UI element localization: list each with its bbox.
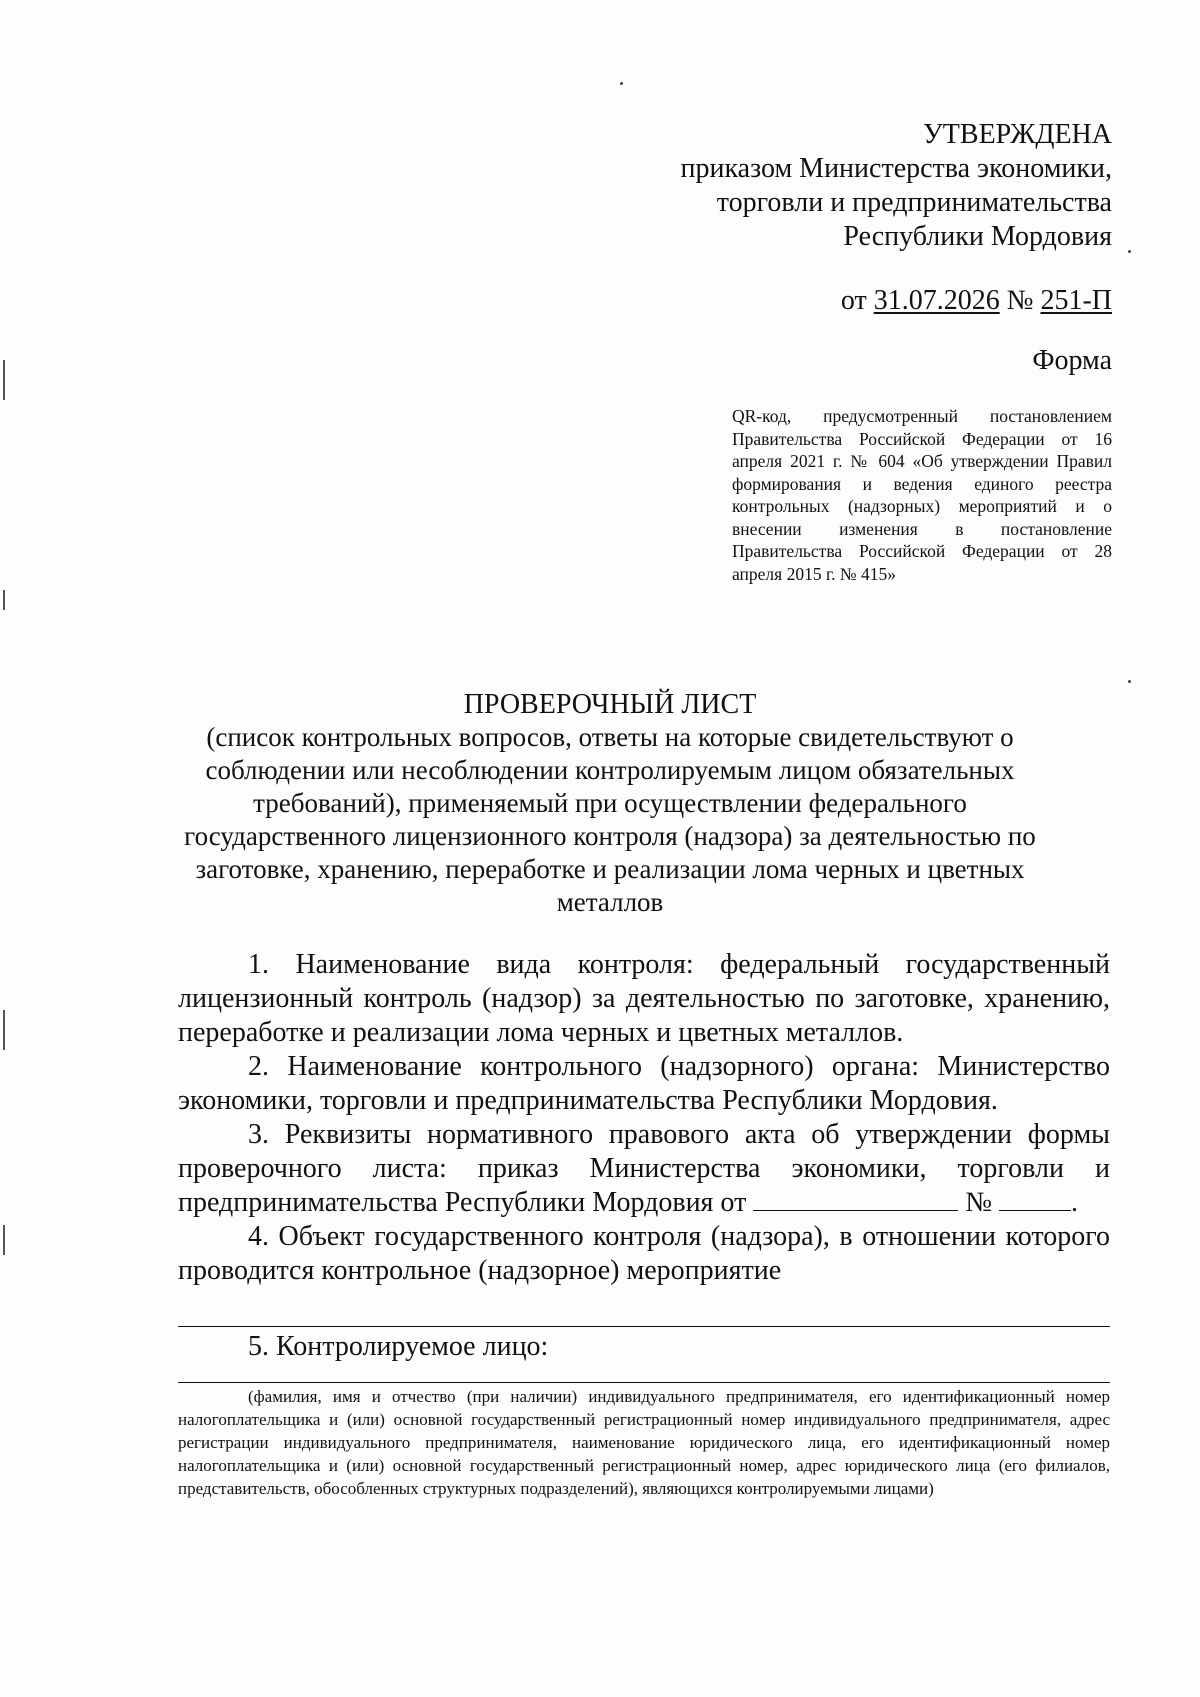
title-heading: ПРОВЕРОЧНЫЙ ЛИСТ <box>463 689 757 720</box>
order-number: 251-П <box>1040 285 1112 316</box>
scan-margin-mark <box>3 590 5 610</box>
order-number-sign: № <box>1006 285 1034 316</box>
legal-act-date-blank <box>753 1188 958 1211</box>
item-2-control-body: 2. Наименование контрольного (надзорного) органа: Министерство экономики, торговли и предпринимательства Республики Мордовия. <box>178 1051 1110 1116</box>
item-3-legal-act <box>178 1118 1110 1220</box>
order-reference <box>552 284 1112 318</box>
scan-margin-mark <box>3 360 5 400</box>
item-4-control-object: 4. Объект государственного контроля (надзора), в отношении которого проводится контрольное (надзорное) мероприятие <box>178 1221 1110 1286</box>
approval-line-1: приказом Министерства экономики, <box>680 153 1112 184</box>
title-subtitle: (список контрольных вопросов, ответы на которые свидетельствуют о соблюдении или несоблюдении контролируемым лицом обязательных требований), применяемый при осуществлении федерального государственного лицензионного контроля (надзора) за деятельностью по заготовке, хранению, переработке и реализации лома черных и цветных металлов <box>184 722 1036 917</box>
legal-act-number-blank <box>999 1188 1071 1211</box>
controlled-person-footnote: (фамилия, имя и отчество (при наличии) индивидуального предпринимателя, его идентификационный номер налогоплательщика и (или) основной государственный регистрационный номер индивидуального предпринимателя, адрес регистрации индивидуального предпринимателя, наименование юридического лица, его идентификационный номер налогоплательщика и (или) основной государственный регистрационный номер, адрес юридического лица (его филиалов, представительств, обособленных структурных подразделений), являющихся контролируемыми лицами) <box>178 1387 1110 1498</box>
item-1-control-type: 1. Наименование вида контроля: федеральный государственный лицензионный контроль (надзор) за деятельностью по заготовке, хранению, переработке и реализации лома черных и цветных металлов. <box>178 949 1110 1048</box>
document-body <box>178 948 1110 1288</box>
scan-margin-mark <box>3 1010 5 1050</box>
form-label: Форма <box>1032 345 1112 376</box>
approval-line-2: торговли и предпринимательства <box>716 187 1112 218</box>
scan-speck <box>620 82 623 85</box>
document-title <box>180 688 1040 919</box>
approval-heading: УТВЕРЖДЕНА <box>922 119 1112 150</box>
control-object-blank-line <box>178 1326 1110 1327</box>
order-date: 31.07.2026 <box>873 285 1000 316</box>
item-5-controlled-person: 5. Контролируемое лицо: <box>248 1331 549 1362</box>
scan-speck <box>1128 680 1131 683</box>
item-5-block <box>178 1330 1110 1364</box>
item-3-number-sign: № <box>965 1187 993 1218</box>
scan-speck <box>1128 250 1131 253</box>
scan-margin-mark <box>3 1225 5 1255</box>
item-3-text: 3. Реквизиты нормативного правового акта об утверждении формы проверочного листа: приказ Министерства экономики, торговли и предпринимательства Республики Мордовия от <box>178 1119 1110 1218</box>
qr-code-note: QR-код, предусмотренный постановлением Правительства Российской Федерации от 16 апреля 2021 г. № 604 «Об утверждении Правил формирования и ведения единого реестра контрольных (надзорных) мероприятий и о внесении изменения в постановление Правительства Российской Федерации от 28 апреля 2015 г. № 415» <box>732 406 1112 584</box>
approval-line-3: Республики Мордовия <box>843 221 1112 252</box>
controlled-person-blank-line <box>178 1382 1110 1383</box>
approval-block <box>552 118 1112 318</box>
item-3-end: . <box>1071 1187 1079 1218</box>
order-date-prefix: от <box>840 285 867 316</box>
